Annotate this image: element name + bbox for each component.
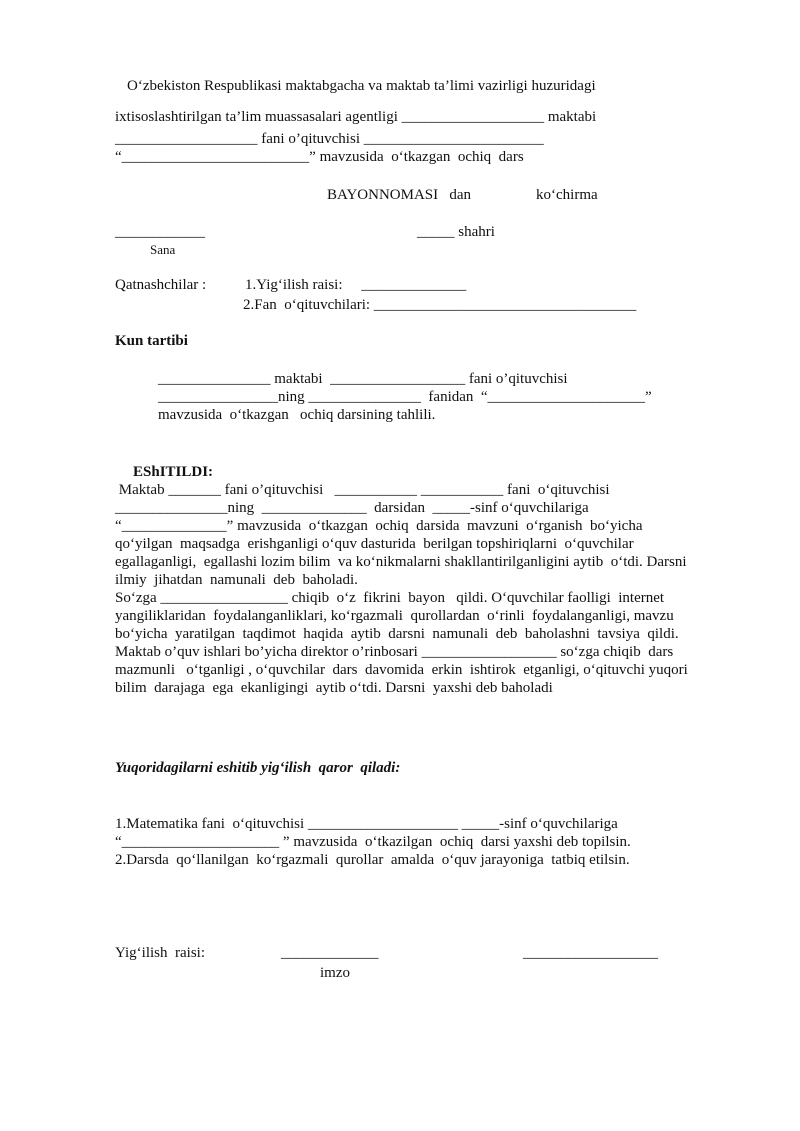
decision-line: 1.Matematika fani o‘qituvchisi ____________________ _____-sinf o‘quvchilariga <box>115 816 618 832</box>
signature-label: Yig‘ilish raisi: <box>115 945 205 961</box>
decision-heading: Yuqoridagilarni eshitib yig‘ilish qaror qiladi: <box>115 760 401 776</box>
signature-blank: _____________ <box>281 945 379 961</box>
name-blank: __________________ <box>523 945 658 961</box>
participants-label: Qatnashchilar : <box>115 277 207 293</box>
agenda-line-1: _______________ maktabi __________________ fani o’qituvchisi <box>158 371 568 387</box>
agenda-line-2: ________________ning _______________ fanidan “_____________________” <box>158 389 652 405</box>
heard-line: yangiliklaridan foydalanganliklari, ko‘rgazmali qurollardan o‘rinli foydalanganligi, mavzu <box>115 608 674 624</box>
heard-line: qo‘yilgan maqsadga erishganligi o‘quv dasturida berilgan topshiriqlarni o‘quvchilar <box>115 536 634 552</box>
decision-line: 2.Darsda qo‘llanilgan ko‘rgazmali qurollar amalda o‘quv jarayoniga tatbiq etilsin. <box>115 852 630 868</box>
header-line-2: ixtisoslashtirilgan ta’lim muassasalari agentligi ___________________ maktabi <box>115 109 597 125</box>
heard-line: bilim darajaga ega ekanligingi aytib o‘tdi. Darsni yaxshi deb baholadi <box>115 680 553 696</box>
city-field: _____ shahri <box>417 224 495 240</box>
heard-line: bo‘yicha yaratilgan taqdimot haqida aytib darsni namunali deb baholashni tavsiya qildi. <box>115 626 679 642</box>
heard-line: “______________” mavzusida o‘tkazgan ochiq darsida mavzuni o‘rganish bo‘yicha <box>115 518 643 534</box>
participants-chair: 1.Yig‘ilish raisi: ______________ <box>245 277 467 293</box>
imzo-label: imzo <box>320 965 350 981</box>
heard-line: Maktab o’quv ishlari bo’yicha direktor o’rinbosari __________________ so‘zga chiqib dars <box>115 644 674 660</box>
title-bayonnoma: BAYONNOMASI dan <box>327 187 472 203</box>
header-line-4: “_________________________” mavzusida o‘tkazgan ochiq dars <box>115 149 524 165</box>
date-blank: ____________ <box>115 224 205 240</box>
date-label: Sana <box>150 242 176 257</box>
heard-heading: EShITILDI: <box>133 464 214 480</box>
decision-line: “_____________________ ” mavzusida o‘tkazilgan ochiq darsi yaxshi deb topilsin. <box>115 834 631 850</box>
heard-line: So‘zga _________________ chiqib o‘z fikrini bayon qildi. O‘quvchilar faolligi internet <box>115 590 665 606</box>
heard-line: _______________ning ______________ darsidan _____-sinf o‘quvchilariga <box>115 500 589 516</box>
heard-line: mazmunli o‘tganligi , o‘quvchilar dars davomida erkin ishtirok etganligi, o‘qituvchi yuqori <box>115 662 688 678</box>
agenda-line-3: mavzusida o‘tkazgan ochiq darsining tahlili. <box>158 407 436 423</box>
participants-teachers: 2.Fan o‘qituvchilari: ___________________________________ <box>243 297 637 313</box>
header-line-1: O‘zbekiston Respublikasi maktabgacha va maktab ta’limi vazirligi huzuridagi <box>127 78 596 94</box>
heard-line: Maktab _______ fani o’qituvchisi ___________ ___________ fani o‘qituvchisi <box>115 482 610 498</box>
heard-line: ilmiy jihatdan namunali deb baholadi. <box>115 572 358 588</box>
title-kochirma: ko‘chirma <box>536 187 598 203</box>
header-line-3: ___________________ fani o’qituvchisi ________________________ <box>115 131 544 147</box>
heard-line: egallaganligi, egallashi lozim bilim va ko‘nikmalarni shakllantirilganligini aytib o‘tdi. Darsni <box>115 554 687 570</box>
agenda-heading: Kun tartibi <box>115 333 188 349</box>
